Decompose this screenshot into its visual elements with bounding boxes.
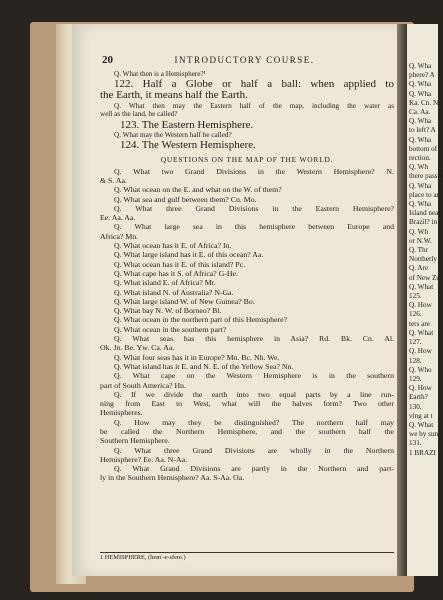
text-line: be called the Northern Hemisphere, and the southern half the: [100, 426, 394, 436]
text-line: Q. If we divide the earth into two equal parts by a line run-: [114, 389, 394, 399]
text-line: Southern Hemisphere.: [100, 436, 170, 446]
footnote: 1 HEMISPHERE, (hem'-e-sfere.): [100, 552, 394, 561]
facing-page: [407, 24, 443, 576]
text-line: Q. What three Grand Divisions are wholly in the Northern: [114, 445, 394, 455]
text-line: Q. What ocean in the northern part of this Hemisphere?: [114, 315, 288, 325]
text-line: Q. What island has it E. and N. E. of the Yellow Sea? Nn.: [114, 361, 294, 371]
facing-text-line: Ca. Aa.: [409, 108, 431, 117]
facing-text-line: Q. Who: [409, 365, 432, 374]
text-line: Q. What three Grand Divisions in the Eastern Hemisphere?: [114, 203, 394, 213]
text-line: Q. What ocean has it E. of Africa? In.: [114, 241, 232, 251]
text-line: Q. What large sea in this hemisphere between Europe and: [114, 222, 394, 232]
facing-text-line: Q. Wh: [409, 163, 429, 172]
facing-text-line: there passin: [409, 172, 443, 181]
facing-text-line: Q. What: [409, 282, 434, 291]
text-line: ly in the Southern Hemisphere? Aa. S-Aa. Oa.: [100, 473, 245, 483]
text-line: Q. What two Grand Divisions in the Western Hemisphere? N.: [114, 166, 394, 176]
text-line: Q. What cape on the Western Hemisphere is in the southern: [114, 371, 394, 381]
facing-text-line: Northerly: [409, 255, 437, 264]
text-line: Q. What cape has it S. of Africa? G-He.: [114, 268, 238, 278]
facing-text-line: 1 BRAZI: [409, 448, 436, 457]
text-line: Q. What large island has it E. of this ocean? Aa.: [114, 250, 264, 260]
text-line: ning from East to West, what will the halves form? Two other: [100, 399, 394, 409]
text-line: Q. What ocean has it E. of this island? Pc.: [114, 259, 246, 269]
facing-text-line: Q. Wha: [409, 62, 432, 70]
facing-text-line: 128.: [409, 356, 422, 365]
facing-text-line: Q. Wha: [409, 200, 432, 209]
page-number: 20: [102, 54, 113, 66]
running-head: INTRODUCTORY COURSE.: [174, 55, 315, 65]
text-line: the Earth, it means half the Earth.: [100, 89, 248, 102]
section-heading: QUESTIONS ON THE MAP OF THE WORLD.: [160, 155, 334, 165]
facing-text-line: Q. Wha: [409, 135, 432, 144]
facing-text-line: to left? A: [409, 126, 436, 135]
text-line: Hemisphere? Ee. Aa. N-Aa.: [100, 454, 188, 464]
facing-text-line: Q. Wh: [409, 227, 429, 236]
text-line: Q. What seas has this hemisphere in Asia? Rd. Bk. Cn. Al.: [114, 334, 394, 344]
facing-text-line: Q. Wha: [409, 80, 432, 89]
facing-text-line: Q. How: [409, 384, 432, 393]
text-line: part of South America? Hn.: [100, 380, 186, 390]
facing-text-line: ters are: [409, 319, 430, 328]
facing-text-line: phere? A: [409, 71, 435, 80]
facing-text-line: Earth?: [409, 393, 428, 402]
page-body: [100, 70, 394, 483]
text-line: well as the land, be called?: [100, 110, 178, 119]
text-line: Africa? Mn.: [100, 231, 139, 241]
text-line: Q. What may the Western half be called?: [114, 130, 232, 139]
facing-text-line: 126.: [409, 310, 422, 319]
text-line: Ee. Aa. Aa.: [100, 213, 136, 223]
facing-text-line: Q. How: [409, 347, 432, 356]
text-line: Q. What island E. of Africa? Mr.: [114, 278, 216, 288]
text-line: Q. What sea and gulf between them? Cn. Mo.: [114, 194, 257, 204]
text-line: Q. What ocean in the southern part?: [114, 324, 227, 334]
facing-text-line: ving at t: [409, 411, 433, 420]
facing-text-line: we by sun: [409, 430, 439, 439]
facing-text-line: Q. Thr: [409, 246, 429, 255]
text-line: 122. Half a Globe or half a ball: when applied to: [114, 77, 394, 90]
text-line: Q. What then may the Eastern half of the map, including the water as: [114, 101, 394, 110]
page-header: [102, 54, 387, 66]
text-line: Q. How may they be distinguished? The northern half may: [114, 417, 394, 427]
text-line: 123. The Eastern Hemisphere.: [120, 118, 254, 131]
facing-text-line: bottom of t: [409, 144, 441, 153]
facing-text-line: or N.W.: [409, 236, 432, 245]
text-line: Q. What island N. of Australia? N-Ga.: [114, 287, 234, 297]
text-line: Q. What then is a Hemisphere?¹: [114, 70, 206, 78]
text-line: Ok. Jn. Be. Yw. Ca. Aa.: [100, 343, 175, 353]
facing-text-line: Ka. Cn. N: [409, 98, 439, 107]
text-line: Q. What Grand Divisions are partly in the Northern and part-: [114, 464, 394, 474]
facing-text-line: Q. Wha: [409, 181, 432, 190]
facing-text-line: place to an: [409, 190, 441, 199]
left-page: [72, 24, 397, 576]
facing-text-line: Q. Are: [409, 264, 429, 273]
facing-text-line: Q. What: [409, 328, 434, 337]
facing-text-line: Q. How: [409, 301, 432, 310]
facing-text-line: 131.: [409, 439, 422, 448]
facing-text-line: Brazil? in: [409, 218, 438, 227]
book-gutter: [397, 24, 407, 576]
facing-text-line: Q. What: [409, 420, 434, 429]
text-line: Hemispheres.: [100, 408, 143, 418]
text-line: & S. Aa.: [100, 175, 127, 185]
facing-text-line: Q. Wha: [409, 89, 432, 98]
text-line: Q. What bay N. W. of Borneo? Bl.: [114, 306, 222, 316]
facing-text-line: 127.: [409, 338, 422, 347]
facing-text-line: Island near: [409, 209, 441, 218]
facing-text-line: rection.: [409, 154, 431, 163]
text-line: Q. What ocean on the E. and what on the W. of them?: [114, 185, 282, 195]
text-line: Q. What four seas has it in Europe? Mn. Bc. Nh. We.: [114, 352, 280, 362]
facing-text-line: 130.: [409, 402, 422, 411]
facing-text-line: 125.: [409, 292, 422, 301]
text-line: 124. The Western Hemisphere.: [120, 139, 256, 152]
facing-text-line: 129.: [409, 374, 422, 383]
facing-text-line: of New Ze: [409, 273, 440, 282]
text-line: Q. What large island W. of New Guinea? Bo.: [114, 296, 255, 306]
facing-text-line: Q. Wha: [409, 117, 432, 126]
